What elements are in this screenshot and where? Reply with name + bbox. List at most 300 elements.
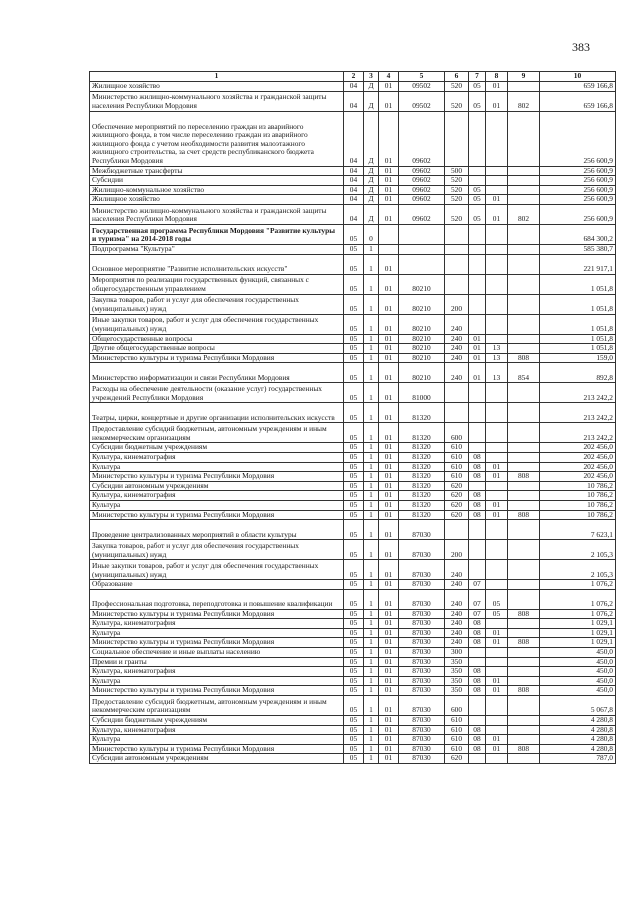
row-code-cell: [508, 334, 540, 344]
row-code-cell: [508, 452, 540, 462]
row-code-cell: 05: [344, 628, 364, 638]
row-name-cell: Жилищное хозяйство: [90, 195, 344, 205]
row-name-cell: Образование: [90, 580, 344, 590]
row-code-cell: 05: [344, 696, 364, 716]
row-code-cell: 01: [379, 294, 399, 314]
table-row: [90, 628, 616, 638]
row-code-cell: [508, 540, 540, 560]
row-code-cell: 01: [379, 166, 399, 176]
row-amount-cell: 1 051,8: [540, 294, 616, 314]
row-code-cell: 01: [379, 363, 399, 383]
row-code-cell: 05: [344, 609, 364, 619]
row-name-cell: Закупка товаров, работ и услуг для обеспечения государственных (муниципальных) нужд: [90, 540, 344, 560]
row-code-cell: 1: [364, 696, 379, 716]
row-name-cell: Иные закупки товаров, работ и услуг для обеспечения государственных (муниципальных) нужд: [90, 560, 344, 580]
row-code-cell: [508, 619, 540, 629]
row-code-cell: [508, 462, 540, 472]
table-row: [90, 244, 616, 254]
row-amount-cell: 450,0: [540, 657, 616, 667]
row-name-cell: Субсидии: [90, 176, 344, 186]
row-code-cell: 808: [508, 686, 540, 696]
row-code-cell: 01: [486, 82, 508, 92]
row-code-cell: 240: [445, 609, 469, 619]
table-row: [90, 443, 616, 453]
row-code-cell: [486, 648, 508, 658]
row-code-cell: 08: [469, 735, 486, 745]
row-code-cell: 1: [364, 353, 379, 363]
row-code-cell: 610: [445, 443, 469, 453]
row-code-cell: [469, 224, 486, 244]
row-code-cell: [486, 657, 508, 667]
table-row: [90, 166, 616, 176]
row-name-cell: Предоставление субсидий бюджетным, автономным учреждениям и иным некоммерческим организациям: [90, 423, 344, 443]
row-code-cell: 01: [379, 609, 399, 619]
row-amount-cell: 10 786,2: [540, 491, 616, 501]
row-code-cell: 01: [379, 344, 399, 354]
row-code-cell: 01: [379, 686, 399, 696]
row-code-cell: 01: [486, 472, 508, 482]
row-name-cell: Министерство культуры и туризма Республики Мордовия: [90, 609, 344, 619]
row-code-cell: [486, 443, 508, 453]
row-code-cell: 05: [344, 619, 364, 629]
row-code-cell: [469, 423, 486, 443]
row-code-cell: [469, 274, 486, 294]
row-code-cell: 04: [344, 195, 364, 205]
row-code-cell: Д: [364, 91, 379, 111]
row-code-cell: [486, 619, 508, 629]
row-code-cell: 09602: [399, 111, 445, 166]
header-cell: 8: [486, 72, 508, 82]
row-code-cell: [486, 334, 508, 344]
table-row: [90, 274, 616, 294]
row-code-cell: [486, 452, 508, 462]
row-code-cell: 01: [379, 481, 399, 491]
table-row: [90, 540, 616, 560]
row-code-cell: 81320: [399, 452, 445, 462]
row-name-cell: Профессиональная подготовка, переподготовка и повышение квалификации: [90, 589, 344, 609]
row-code-cell: [379, 224, 399, 244]
table-row: [90, 648, 616, 658]
table-row: [90, 344, 616, 354]
row-code-cell: [469, 560, 486, 580]
row-code-cell: [508, 383, 540, 403]
row-code-cell: 01: [379, 540, 399, 560]
row-code-cell: 81320: [399, 443, 445, 453]
row-code-cell: 87030: [399, 619, 445, 629]
row-amount-cell: 659 166,8: [540, 82, 616, 92]
row-code-cell: [508, 423, 540, 443]
row-code-cell: 81320: [399, 481, 445, 491]
row-code-cell: 1: [364, 589, 379, 609]
row-code-cell: [445, 244, 469, 254]
row-code-cell: [469, 314, 486, 334]
row-code-cell: 01: [486, 676, 508, 686]
row-code-cell: 05: [344, 510, 364, 520]
row-code-cell: 87030: [399, 580, 445, 590]
row-code-cell: 802: [508, 204, 540, 224]
row-code-cell: 13: [486, 344, 508, 354]
row-code-cell: 1: [364, 520, 379, 540]
row-code-cell: Д: [364, 185, 379, 195]
row-code-cell: [469, 403, 486, 423]
row-code-cell: 500: [445, 166, 469, 176]
row-code-cell: [469, 540, 486, 560]
row-code-cell: 01: [379, 423, 399, 443]
row-code-cell: [508, 648, 540, 658]
row-code-cell: 87030: [399, 735, 445, 745]
row-code-cell: 01: [379, 735, 399, 745]
row-code-cell: 81320: [399, 491, 445, 501]
row-amount-cell: 450,0: [540, 676, 616, 686]
row-name-cell: Закупка товаров, работ и услуг для обеспечения государственных (муниципальных) нужд: [90, 294, 344, 314]
row-amount-cell: 202 456,0: [540, 443, 616, 453]
row-name-cell: Жилищно-коммунальное хозяйство: [90, 185, 344, 195]
row-code-cell: [469, 294, 486, 314]
row-code-cell: [508, 166, 540, 176]
row-code-cell: 87030: [399, 520, 445, 540]
row-code-cell: 350: [445, 686, 469, 696]
row-code-cell: 01: [379, 462, 399, 472]
row-code-cell: 01: [379, 716, 399, 726]
table-row: [90, 462, 616, 472]
row-code-cell: [508, 195, 540, 205]
row-code-cell: 87030: [399, 696, 445, 716]
row-name-cell: Предоставление субсидий бюджетным, автономным учреждениям и иным некоммерческим организациям: [90, 696, 344, 716]
row-code-cell: 13: [486, 353, 508, 363]
row-code-cell: 01: [379, 334, 399, 344]
table-row: [90, 383, 616, 403]
row-code-cell: [469, 520, 486, 540]
row-code-cell: [508, 491, 540, 501]
row-code-cell: 1: [364, 648, 379, 658]
row-code-cell: [508, 500, 540, 510]
row-amount-cell: 256 600,9: [540, 111, 616, 166]
row-code-cell: 87030: [399, 657, 445, 667]
row-code-cell: 350: [445, 657, 469, 667]
row-code-cell: 1: [364, 638, 379, 648]
row-code-cell: 01: [486, 628, 508, 638]
table-row: [90, 334, 616, 344]
row-code-cell: 81320: [399, 510, 445, 520]
row-amount-cell: 221 917,1: [540, 254, 616, 274]
table-row: [90, 403, 616, 423]
table-row: [90, 481, 616, 491]
row-code-cell: [508, 580, 540, 590]
table-row: [90, 609, 616, 619]
row-code-cell: 87030: [399, 686, 445, 696]
header-cell: 1: [90, 72, 344, 82]
row-code-cell: 1: [364, 443, 379, 453]
row-code-cell: [486, 383, 508, 403]
row-name-cell: Культура, кинематография: [90, 725, 344, 735]
row-code-cell: 808: [508, 609, 540, 619]
row-name-cell: Министерство жилищно-коммунального хозяйства и гражданской защиты населения Республики Мордовия: [90, 91, 344, 111]
row-name-cell: Культура: [90, 676, 344, 686]
row-code-cell: 05: [344, 481, 364, 491]
row-code-cell: [486, 716, 508, 726]
table-row: [90, 294, 616, 314]
table-row: [90, 619, 616, 629]
row-code-cell: 01: [379, 82, 399, 92]
row-name-cell: Государственная программа Республики Мордовия "Развитие культуры и туризма" на 2014-2018 годы: [90, 224, 344, 244]
row-code-cell: [508, 481, 540, 491]
row-amount-cell: 1 051,8: [540, 274, 616, 294]
row-code-cell: 05: [344, 638, 364, 648]
row-code-cell: [399, 224, 445, 244]
row-name-cell: Проведение централизованных мероприятий в области культуры: [90, 520, 344, 540]
row-amount-cell: 5 067,8: [540, 696, 616, 716]
row-code-cell: 01: [379, 254, 399, 274]
row-code-cell: 240: [445, 344, 469, 354]
row-code-cell: 08: [469, 686, 486, 696]
table-row: [90, 111, 616, 166]
row-code-cell: Д: [364, 204, 379, 224]
row-code-cell: 01: [379, 176, 399, 186]
row-code-cell: 01: [379, 580, 399, 590]
row-code-cell: 1: [364, 735, 379, 745]
row-code-cell: [508, 520, 540, 540]
row-code-cell: [486, 294, 508, 314]
row-code-cell: [486, 254, 508, 274]
row-code-cell: 87030: [399, 540, 445, 560]
row-code-cell: [508, 82, 540, 92]
row-code-cell: 01: [379, 500, 399, 510]
row-code-cell: 01: [486, 204, 508, 224]
row-code-cell: 01: [379, 628, 399, 638]
row-code-cell: [469, 481, 486, 491]
row-code-cell: 1: [364, 560, 379, 580]
row-amount-cell: 256 600,9: [540, 176, 616, 186]
row-code-cell: 1: [364, 363, 379, 383]
row-code-cell: [469, 648, 486, 658]
row-code-cell: 1: [364, 676, 379, 686]
row-code-cell: 05: [344, 244, 364, 254]
row-code-cell: [486, 754, 508, 764]
row-code-cell: [445, 254, 469, 274]
row-code-cell: 610: [445, 725, 469, 735]
row-name-cell: Основное мероприятие "Развитие исполнительских искусств": [90, 254, 344, 274]
row-code-cell: 05: [344, 443, 364, 453]
row-amount-cell: 1 076,2: [540, 580, 616, 590]
row-code-cell: 05: [344, 735, 364, 745]
row-code-cell: [508, 735, 540, 745]
row-code-cell: 05: [469, 82, 486, 92]
row-code-cell: 05: [344, 589, 364, 609]
row-code-cell: 610: [445, 744, 469, 754]
row-code-cell: 01: [469, 363, 486, 383]
row-code-cell: [486, 540, 508, 560]
row-code-cell: 520: [445, 91, 469, 111]
row-code-cell: [445, 111, 469, 166]
row-code-cell: [508, 628, 540, 638]
row-code-cell: 620: [445, 510, 469, 520]
row-code-cell: 1: [364, 383, 379, 403]
row-code-cell: 87030: [399, 754, 445, 764]
row-code-cell: 09502: [399, 91, 445, 111]
row-code-cell: 05: [486, 589, 508, 609]
budget-table: [89, 71, 616, 764]
row-amount-cell: 202 456,0: [540, 462, 616, 472]
row-code-cell: [486, 491, 508, 501]
row-code-cell: 620: [445, 491, 469, 501]
row-code-cell: 01: [379, 91, 399, 111]
row-code-cell: 1: [364, 657, 379, 667]
row-code-cell: 05: [344, 580, 364, 590]
row-name-cell: Расходы на обеспечение деятельности (оказание услуг) государственных учреждений Республики Мордовия: [90, 383, 344, 403]
row-name-cell: Культура: [90, 735, 344, 745]
row-code-cell: [508, 443, 540, 453]
row-name-cell: Министерство культуры и туризма Республики Мордовия: [90, 744, 344, 754]
row-code-cell: 87030: [399, 609, 445, 619]
table-row: [90, 224, 616, 244]
row-code-cell: 01: [379, 185, 399, 195]
row-code-cell: 240: [445, 628, 469, 638]
row-code-cell: 05: [344, 462, 364, 472]
row-amount-cell: 4 280,8: [540, 744, 616, 754]
row-code-cell: 01: [486, 735, 508, 745]
row-code-cell: 05: [344, 754, 364, 764]
row-code-cell: 854: [508, 363, 540, 383]
row-amount-cell: 213 242,2: [540, 403, 616, 423]
row-code-cell: [469, 166, 486, 176]
row-code-cell: [469, 244, 486, 254]
row-code-cell: [486, 481, 508, 491]
row-code-cell: 87030: [399, 716, 445, 726]
row-code-cell: 05: [344, 334, 364, 344]
row-code-cell: 05: [344, 344, 364, 354]
table-row: [90, 560, 616, 580]
row-code-cell: [508, 560, 540, 580]
row-code-cell: [469, 254, 486, 274]
row-code-cell: [508, 657, 540, 667]
row-name-cell: Культура: [90, 500, 344, 510]
header-cell: 5: [399, 72, 445, 82]
row-code-cell: 05: [469, 204, 486, 224]
row-code-cell: 08: [469, 638, 486, 648]
row-code-cell: 87030: [399, 676, 445, 686]
row-code-cell: 01: [486, 500, 508, 510]
row-code-cell: 600: [445, 696, 469, 716]
row-code-cell: 04: [344, 111, 364, 166]
table-row: [90, 696, 616, 716]
row-code-cell: 09602: [399, 185, 445, 195]
row-code-cell: [486, 166, 508, 176]
row-code-cell: 05: [344, 657, 364, 667]
row-code-cell: 610: [445, 735, 469, 745]
row-code-cell: [486, 314, 508, 334]
row-code-cell: 87030: [399, 725, 445, 735]
row-code-cell: 1: [364, 423, 379, 443]
row-code-cell: [445, 403, 469, 423]
table-row: [90, 254, 616, 274]
row-amount-cell: 4 280,8: [540, 725, 616, 735]
row-amount-cell: 256 600,9: [540, 204, 616, 224]
row-code-cell: 80210: [399, 344, 445, 354]
table-row: [90, 754, 616, 764]
table-row: [90, 82, 616, 92]
row-amount-cell: 10 786,2: [540, 510, 616, 520]
row-code-cell: 620: [445, 481, 469, 491]
row-code-cell: 1: [364, 540, 379, 560]
row-code-cell: 01: [486, 195, 508, 205]
row-name-cell: Культура, кинематография: [90, 619, 344, 629]
row-amount-cell: 1 029,1: [540, 619, 616, 629]
row-code-cell: 808: [508, 744, 540, 754]
table-row: [90, 353, 616, 363]
row-code-cell: 87030: [399, 560, 445, 580]
row-code-cell: 05: [344, 274, 364, 294]
row-code-cell: 07: [469, 589, 486, 609]
row-code-cell: 08: [469, 667, 486, 677]
table-row: [90, 91, 616, 111]
row-code-cell: [508, 344, 540, 354]
row-name-cell: Министерство культуры и туризма Республики Мордовия: [90, 638, 344, 648]
row-code-cell: 09602: [399, 204, 445, 224]
row-code-cell: 05: [344, 667, 364, 677]
row-amount-cell: 450,0: [540, 686, 616, 696]
row-code-cell: 05: [344, 423, 364, 443]
row-code-cell: 610: [445, 462, 469, 472]
row-code-cell: 01: [379, 383, 399, 403]
row-code-cell: 04: [344, 176, 364, 186]
row-code-cell: 808: [508, 638, 540, 648]
row-code-cell: 240: [445, 560, 469, 580]
row-code-cell: 240: [445, 638, 469, 648]
row-code-cell: Д: [364, 176, 379, 186]
row-code-cell: 01: [379, 353, 399, 363]
row-code-cell: 01: [379, 667, 399, 677]
row-code-cell: [469, 383, 486, 403]
row-code-cell: [486, 185, 508, 195]
row-code-cell: [486, 244, 508, 254]
row-code-cell: 200: [445, 540, 469, 560]
row-code-cell: 1: [364, 754, 379, 764]
row-code-cell: 05: [344, 676, 364, 686]
row-name-cell: Министерство жилищно-коммунального хозяйства и гражданской защиты населения Республики Мордовия: [90, 204, 344, 224]
row-code-cell: [486, 696, 508, 716]
row-code-cell: 520: [445, 204, 469, 224]
row-code-cell: 01: [379, 195, 399, 205]
row-code-cell: 1: [364, 294, 379, 314]
table-row: [90, 676, 616, 686]
row-code-cell: [486, 725, 508, 735]
row-code-cell: 05: [344, 363, 364, 383]
row-code-cell: Д: [364, 82, 379, 92]
row-code-cell: 05: [469, 185, 486, 195]
row-code-cell: [486, 403, 508, 423]
row-code-cell: [508, 716, 540, 726]
row-code-cell: 1: [364, 452, 379, 462]
row-code-cell: [486, 520, 508, 540]
row-code-cell: [486, 560, 508, 580]
row-code-cell: 01: [486, 638, 508, 648]
row-code-cell: 01: [379, 403, 399, 423]
row-code-cell: [399, 244, 445, 254]
row-code-cell: 01: [379, 676, 399, 686]
table-row: [90, 452, 616, 462]
row-code-cell: 01: [379, 274, 399, 294]
row-amount-cell: 684 300,2: [540, 224, 616, 244]
row-code-cell: [508, 589, 540, 609]
row-code-cell: 01: [379, 443, 399, 453]
row-code-cell: 610: [445, 472, 469, 482]
row-code-cell: 1: [364, 667, 379, 677]
row-amount-cell: 202 456,0: [540, 472, 616, 482]
row-code-cell: [508, 111, 540, 166]
row-code-cell: 08: [469, 676, 486, 686]
row-name-cell: Министерство культуры и туризма Республики Мордовия: [90, 686, 344, 696]
row-code-cell: [486, 176, 508, 186]
